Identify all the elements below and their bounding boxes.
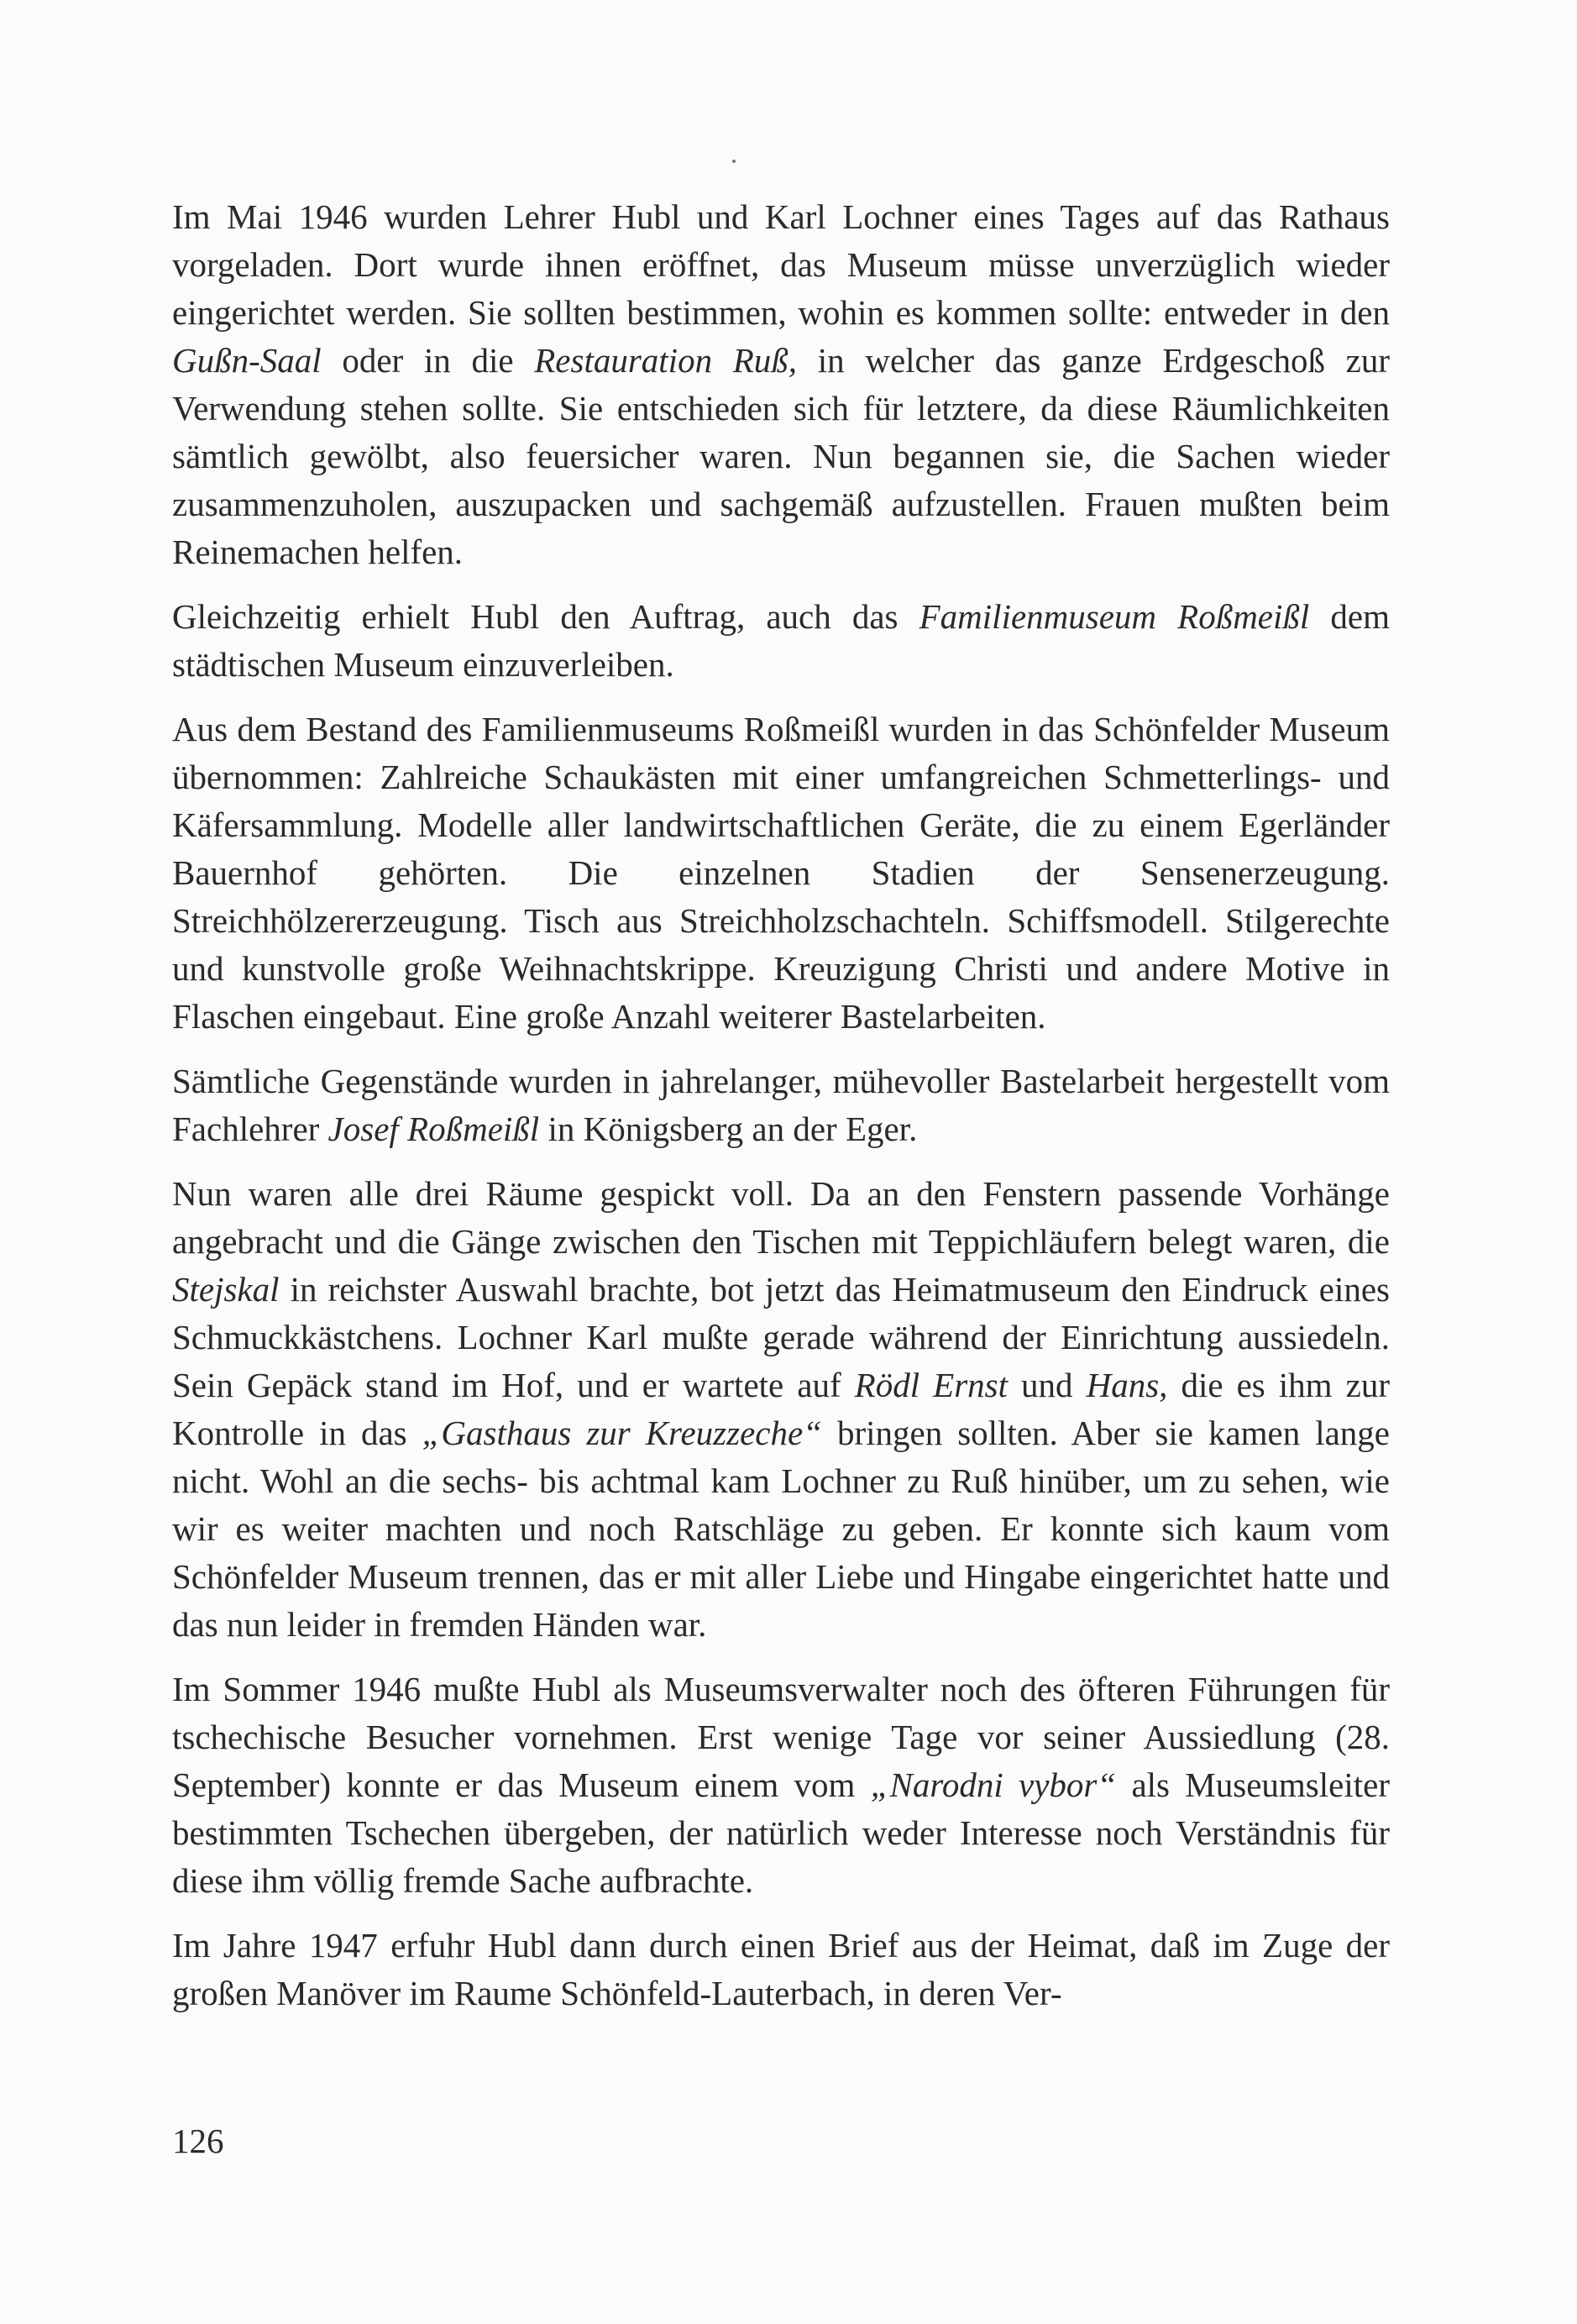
text-run: Gleichzeitig erhielt Hubl den Auftrag, auch das (172, 597, 919, 636)
print-speck (732, 160, 736, 163)
text-run: oder in die (321, 341, 535, 380)
italic-text: Josef Roßmeißl (327, 1110, 540, 1148)
text-run: dem städtischen Museum einzuverleiben. (172, 597, 1391, 684)
text-run: in reichster Auswahl brachte, bot jetzt das Heimatmuseum den Eindruck eines Schmuckkästchens. Lochner Karl mußte gerade während der Einrichtung aussiedeln. Sein Gepäck stand im Hof, und er wartete auf (172, 1270, 1390, 1404)
text-run: die es ihm zur Kontrolle in das (172, 1366, 1390, 1452)
italic-text: Restauration Ruß, (534, 341, 798, 380)
text-run: in welcher das ganze Erdgeschoß zur Verwendung stehen sollte. Sie entschieden sich für letztere, da diese Räumlichkeiten sämtlich gewölbt, also feuersicher waren. Nun begannen sie, die Sachen wieder zusammenzuholen, auszupacken und sachgemäß aufzustellen. Frauen mußten beim Reinemachen helfen. (172, 341, 1390, 571)
text-run: Aus dem Bestand des Familienmuseums Roßmeißl wurden in das Schönfelder Museum übernommen: Zahlreiche Schaukästen mit einer umfangreichen Schmetterlings- und Käfersammlung. Modelle aller landwirtschaftlichen Geräte, die zu einem Egerländer Bauernhof gehörten. Die einzelnen Stadien der Sensenerzeugung. Streichhölzererzeugung. Tisch aus Streichholzschachteln. Schiffsmodell. Stilgerechte und kunstvolle große Weihnachtskrippe. Kreuzigung Christi und andere Motive in Flaschen eingebaut. Eine große Anzahl weiterer Bastelarbeiten. (172, 710, 1390, 1036)
italic-text: Hans, (1086, 1366, 1168, 1404)
text-run: Im Sommer 1946 mußte Hubl als Museumsverwalter noch des öfteren Führungen für tschechische Besucher vornehmen. Erst wenige Tage vor seiner Aussiedlung (28. September) konnte er das Museum einem vom (172, 1670, 1390, 1804)
paragraph (172, 1057, 1390, 1153)
paragraph (172, 193, 1390, 576)
italic-text: „Narodni vybor“ (870, 1765, 1117, 1804)
text-run: bringen sollten. Aber sie kamen lange nicht. Wohl an die sechs- bis achtmal kam Lochner zu Ruß hinüber, um zu sehen, wie wir es weiter machten und noch Ratschläge zu geben. Er konnte sich kaum vom Schönfelder Museum trennen, das er mit aller Liebe und Hingabe eingerichtet hatte und das nun leider in fremden Händen war. (172, 1414, 1390, 1644)
italic-text: Familienmuseum Roßmeißl (919, 597, 1310, 636)
text-run: Sämtliche Gegenstände wurden in jahrelanger, mühevoller Bastelarbeit hergestellt vom Fachlehrer (172, 1062, 1390, 1148)
paragraph (172, 1170, 1390, 1649)
italic-text: „Gasthaus zur Kreuzzeche“ (422, 1414, 822, 1452)
italic-text: Gußn-Saal (172, 341, 322, 380)
paragraph (172, 1922, 1390, 2017)
paragraph (172, 706, 1390, 1041)
text-run: Im Jahre 1947 erfuhr Hubl dann durch einen Brief aus der Heimat, daß im Zuge der großen Manöver im Raume Schönfeld-Lauterbach, in deren Ver- (172, 1926, 1390, 2012)
page-number: 126 (172, 2122, 224, 2160)
text-run: Im Mai 1946 wurden Lehrer Hubl und Karl Lochner eines Tages auf das Rathaus vorgeladen. Dort wurde ihnen eröffnet, das Museum müsse unverzüglich wieder eingerichtet werden. Sie sollten bestimmen, wohin es kommen sollte: entweder in den (172, 197, 1390, 332)
italic-text: Rödl Ernst (854, 1366, 1008, 1404)
paragraph (172, 593, 1390, 689)
paragraph (172, 1666, 1390, 1905)
text-run: Nun waren alle drei Räume gespickt voll. Da an den Fenstern passende Vorhänge angebracht und die Gänge zwischen den Tischen mit Teppichläufern belegt waren, die (172, 1174, 1390, 1261)
italic-text: Stejskal (172, 1270, 280, 1309)
body-text (172, 193, 1390, 2034)
text-run: in Königsberg an der Eger. (539, 1110, 918, 1148)
text-run: als Museumsleiter bestimmten Tschechen übergeben, der natürlich weder Interesse noch Verständnis für diese ihm völlig fremde Sache aufbrachte. (172, 1765, 1390, 1900)
text-run: und (1008, 1366, 1087, 1404)
